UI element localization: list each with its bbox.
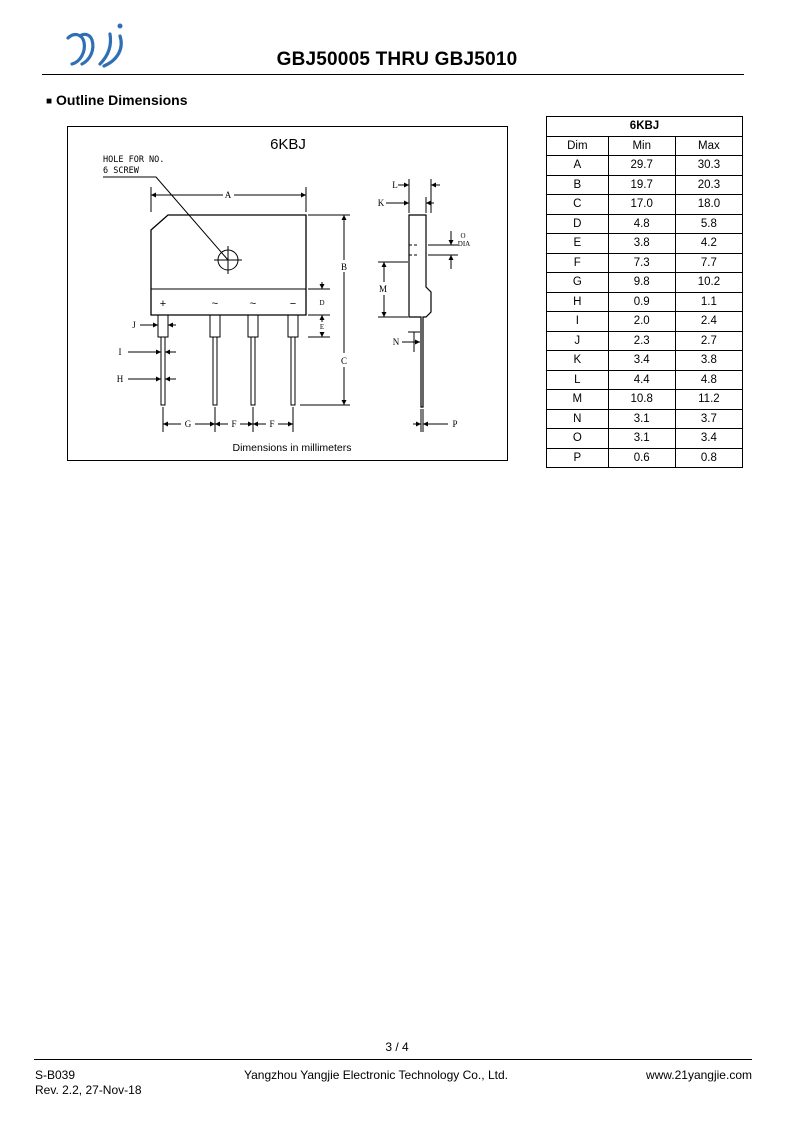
cell-max: 7.7 — [675, 253, 742, 273]
bullet-icon: ■ — [46, 96, 53, 107]
dim-label-j: J — [132, 320, 136, 330]
cell-max: 1.1 — [675, 292, 742, 312]
cell-dim: K — [547, 351, 609, 371]
cell-min: 9.8 — [608, 273, 675, 293]
cell-max: 2.7 — [675, 331, 742, 351]
pin-label-ac1: ~ — [211, 298, 219, 310]
table-row — [547, 156, 743, 176]
cell-min: 29.7 — [608, 156, 675, 176]
cell-min: 3.8 — [608, 234, 675, 254]
table-row — [547, 409, 743, 429]
table-row — [547, 175, 743, 195]
pin-label-ac2: ~ — [249, 298, 257, 310]
footer-doc-info — [35, 1068, 142, 1098]
cell-min: 17.0 — [608, 195, 675, 215]
cell-min: 10.8 — [608, 390, 675, 410]
cell-max: 11.2 — [675, 390, 742, 410]
cell-min: 19.7 — [608, 175, 675, 195]
table-row — [547, 312, 743, 332]
table-row — [547, 370, 743, 390]
table-row — [547, 292, 743, 312]
cell-max: 20.3 — [675, 175, 742, 195]
cell-dim: I — [547, 312, 609, 332]
cell-min: 4.4 — [608, 370, 675, 390]
section-heading — [46, 92, 188, 108]
dim-label-b: B — [340, 262, 348, 272]
dim-label-m: M — [378, 284, 388, 294]
table-row — [547, 214, 743, 234]
page-number: 3 / 4 — [385, 1040, 409, 1054]
cell-max: 3.4 — [675, 429, 742, 449]
cell-dim: A — [547, 156, 609, 176]
doc-code: S-B039 — [35, 1068, 76, 1082]
units-note: Dimensions in millimeters — [232, 442, 352, 454]
dim-label-dia: DIA — [457, 240, 471, 248]
dim-label-i: I — [118, 347, 122, 357]
dim-label-c: C — [340, 356, 348, 366]
dim-label-o: O — [460, 232, 466, 240]
table-row — [547, 273, 743, 293]
pin-label-minus: − — [289, 298, 297, 310]
package-label: 6KBJ — [270, 136, 306, 153]
revision: Rev. 2.2, 27-Nov-18 — [35, 1083, 142, 1097]
cell-max: 4.2 — [675, 234, 742, 254]
dim-label-l: L — [392, 180, 398, 190]
cell-dim: P — [547, 448, 609, 468]
cell-max: 5.8 — [675, 214, 742, 234]
dim-label-h: H — [116, 374, 124, 384]
cell-min: 7.3 — [608, 253, 675, 273]
footer-divider — [34, 1059, 752, 1060]
cell-min: 2.3 — [608, 331, 675, 351]
cell-min: 3.4 — [608, 351, 675, 371]
table-row — [547, 390, 743, 410]
cell-dim: B — [547, 175, 609, 195]
dim-label-k: K — [377, 198, 385, 208]
dim-label-g: G — [184, 419, 192, 429]
cell-dim: M — [547, 390, 609, 410]
cell-max: 10.2 — [675, 273, 742, 293]
col-header-min: Min — [608, 136, 675, 156]
table-body — [547, 156, 743, 468]
hole-note-line1: HOLE FOR NO. — [103, 155, 165, 165]
col-header-dim: Dim — [547, 136, 609, 156]
cell-max: 4.8 — [675, 370, 742, 390]
dim-label-d: D — [319, 299, 325, 307]
package-drawing — [68, 127, 509, 462]
dim-label-f2: F — [269, 419, 275, 429]
cell-min: 3.1 — [608, 409, 675, 429]
header-divider — [42, 74, 744, 75]
cell-dim: G — [547, 273, 609, 293]
cell-dim: D — [547, 214, 609, 234]
website: www.21yangjie.com — [645, 1068, 752, 1082]
cell-min: 4.8 — [608, 214, 675, 234]
cell-max: 18.0 — [675, 195, 742, 215]
cell-dim: N — [547, 409, 609, 429]
cell-max: 3.8 — [675, 351, 742, 371]
cell-max: 0.8 — [675, 448, 742, 468]
col-header-max: Max — [675, 136, 742, 156]
hole-note-line2: 6 SCREW — [103, 166, 139, 176]
table-row — [547, 351, 743, 371]
cell-dim: E — [547, 234, 609, 254]
table-row — [547, 253, 743, 273]
company-name: Yangzhou Yangjie Electronic Technology Co., Ltd. — [244, 1068, 508, 1082]
outline-drawing — [67, 126, 508, 461]
section-title: Outline Dimensions — [56, 92, 188, 108]
cell-min: 2.0 — [608, 312, 675, 332]
cell-dim: J — [547, 331, 609, 351]
table-row — [547, 429, 743, 449]
dim-label-a: A — [224, 190, 232, 200]
cell-min: 0.9 — [608, 292, 675, 312]
dimensions-table — [546, 116, 743, 468]
dim-label-p: P — [452, 419, 458, 429]
table-row — [547, 448, 743, 468]
table-row — [547, 234, 743, 254]
cell-min: 0.6 — [608, 448, 675, 468]
cell-dim: C — [547, 195, 609, 215]
cell-dim: L — [547, 370, 609, 390]
table-caption: 6KBJ — [547, 117, 743, 137]
document-title: GBJ50005 THRU GBJ5010 — [276, 49, 518, 70]
cell-dim: F — [547, 253, 609, 273]
cell-max: 2.4 — [675, 312, 742, 332]
dim-label-n: N — [392, 337, 400, 347]
cell-max: 30.3 — [675, 156, 742, 176]
cell-min: 3.1 — [608, 429, 675, 449]
cell-dim: H — [547, 292, 609, 312]
cell-max: 3.7 — [675, 409, 742, 429]
pin-label-plus: + — [159, 298, 167, 310]
dim-label-f1: F — [231, 419, 237, 429]
table-row — [547, 195, 743, 215]
cell-dim: O — [547, 429, 609, 449]
dim-label-e: E — [319, 323, 325, 331]
table-row — [547, 331, 743, 351]
